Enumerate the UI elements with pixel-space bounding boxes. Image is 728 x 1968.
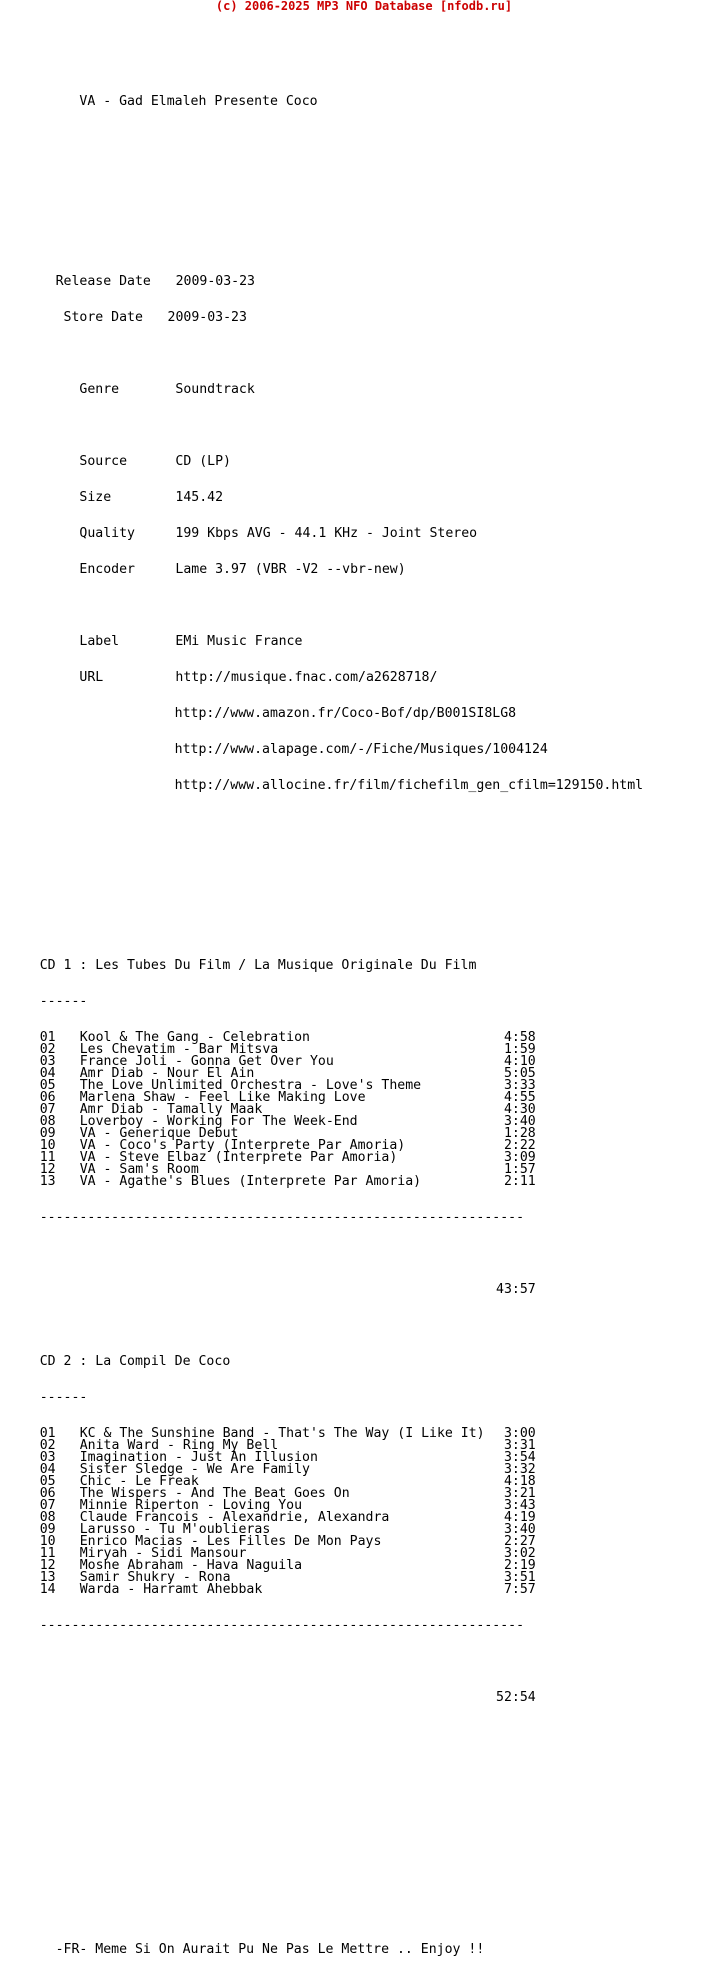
store-date-label: Store Date bbox=[63, 310, 143, 325]
url-link[interactable]: http://www.amazon.fr/Coco-Bof/dp/B001SI8LG8 bbox=[174, 706, 517, 721]
track-number: 12 bbox=[39, 1162, 56, 1177]
track-title: VA - Steve Elbaz (Interprete Par Amoria) bbox=[79, 1150, 398, 1165]
track-title: Anita Ward - Ring My Bell bbox=[79, 1438, 279, 1453]
track-title: Sister Sledge - We Are Family bbox=[79, 1462, 310, 1477]
encoder-row bbox=[0, 564, 643, 576]
track-duration: 4:19 bbox=[503, 1510, 536, 1525]
track-number: 08 bbox=[39, 1114, 56, 1129]
store-date-value: 2009-03-23 bbox=[167, 310, 247, 325]
track-duration: 2:19 bbox=[503, 1558, 536, 1573]
track-title: VA - Agathe's Blues (Interprete Par Amoria) bbox=[79, 1174, 422, 1189]
site-banner: (c) 2006-2025 MP3 NFO Database [nfodb.ru] bbox=[215, 0, 513, 13]
url-row bbox=[0, 708, 643, 720]
size-value: 145.42 bbox=[175, 490, 224, 505]
track-number: 08 bbox=[39, 1510, 56, 1525]
track-title: Moshe Abraham - Hava Naguila bbox=[79, 1558, 303, 1573]
track-duration: 3:00 bbox=[503, 1426, 536, 1441]
track-title: Larusso - Tu M'oublieras bbox=[79, 1522, 271, 1537]
url-row bbox=[0, 672, 643, 684]
quality-label: Quality bbox=[79, 526, 135, 541]
track-duration: 2:22 bbox=[503, 1138, 536, 1153]
track-title: The Love Unlimited Orchestra - Love's Theme bbox=[79, 1078, 422, 1093]
track-number: 06 bbox=[39, 1090, 56, 1105]
track-title: Samir Shukry - Rona bbox=[79, 1570, 231, 1585]
quality-row bbox=[0, 528, 643, 540]
track-duration: 4:58 bbox=[503, 1030, 536, 1045]
track-number: 10 bbox=[39, 1138, 56, 1153]
track-row bbox=[0, 1584, 643, 1596]
label-row bbox=[0, 636, 643, 648]
track-number: 04 bbox=[39, 1462, 56, 1477]
track-title: Kool & The Gang - Celebration bbox=[79, 1030, 310, 1045]
track-number: 05 bbox=[39, 1474, 56, 1489]
track-row bbox=[0, 1176, 643, 1188]
record-label-value: EMi Music France bbox=[175, 634, 303, 649]
track-duration: 3:51 bbox=[503, 1570, 536, 1585]
url-row bbox=[0, 780, 643, 792]
url-label: URL bbox=[79, 670, 104, 685]
track-number: 02 bbox=[39, 1042, 56, 1057]
track-title: Amr Diab - Nour El Ain bbox=[79, 1066, 255, 1081]
release-date-label: Release Date bbox=[55, 274, 151, 289]
release-title: VA - Gad Elmaleh Presente Coco bbox=[79, 94, 318, 109]
track-duration: 3:54 bbox=[503, 1450, 536, 1465]
track-number: 09 bbox=[39, 1522, 56, 1537]
track-duration: 3:21 bbox=[503, 1486, 536, 1501]
track-number: 11 bbox=[39, 1150, 56, 1165]
track-number: 09 bbox=[39, 1126, 56, 1141]
cd2-rule: ------------------------------------------------------------- bbox=[39, 1618, 525, 1633]
size-label: Size bbox=[79, 490, 112, 505]
track-title: Enrico Macias - Les Filles De Mon Pays bbox=[79, 1534, 382, 1549]
source-row bbox=[0, 456, 643, 468]
cd2-tracklist bbox=[0, 1428, 643, 1596]
cd2-total: 52:54 bbox=[496, 1690, 536, 1705]
track-duration: 4:10 bbox=[503, 1054, 536, 1069]
track-title: Minnie Riperton - Loving You bbox=[79, 1498, 303, 1513]
track-duration: 1:57 bbox=[503, 1162, 536, 1177]
track-title: Claude Francois - Alexandrie, Alexandra bbox=[79, 1510, 390, 1525]
size-row bbox=[0, 492, 643, 504]
track-title: VA - Sam's Room bbox=[79, 1162, 199, 1177]
track-title: VA - Coco's Party (Interprete Par Amoria) bbox=[79, 1138, 406, 1153]
track-duration: 4:30 bbox=[503, 1102, 536, 1117]
release-date-value: 2009-03-23 bbox=[175, 274, 255, 289]
track-title: Marlena Shaw - Feel Like Making Love bbox=[79, 1090, 366, 1105]
url-link[interactable]: http://www.allocine.fr/film/fichefilm_gen_cfilm=129150.html bbox=[174, 778, 644, 793]
cd1-underline: ------ bbox=[39, 994, 88, 1009]
track-title: Loverboy - Working For The Week-End bbox=[79, 1114, 358, 1129]
track-duration: 7:57 bbox=[503, 1582, 536, 1597]
track-duration: 3:40 bbox=[503, 1522, 536, 1537]
track-number: 06 bbox=[39, 1486, 56, 1501]
track-number: 01 bbox=[39, 1030, 56, 1045]
track-number: 04 bbox=[39, 1066, 56, 1081]
footer-note: -FR- Meme Si On Aurait Pu Ne Pas Le Mettre .. Enjoy !! bbox=[55, 1942, 485, 1957]
url-link[interactable]: http://www.alapage.com/-/Fiche/Musiques/1004124 bbox=[174, 742, 548, 757]
track-title: Amr Diab - Tamally Maak bbox=[79, 1102, 263, 1117]
track-duration: 4:18 bbox=[503, 1474, 536, 1489]
track-duration: 3:43 bbox=[503, 1498, 536, 1513]
track-title: Chic - Le Freak bbox=[79, 1474, 199, 1489]
track-number: 11 bbox=[39, 1546, 56, 1561]
track-title: KC & The Sunshine Band - That's The Way (I Like It) bbox=[79, 1426, 485, 1441]
cd1-title: CD 1 : Les Tubes Du Film / La Musique Originale Du Film bbox=[39, 958, 477, 973]
cd1-rule: ------------------------------------------------------------- bbox=[39, 1210, 525, 1225]
url-link[interactable]: http://musique.fnac.com/a2628718/ bbox=[175, 670, 438, 685]
track-title: Warda - Harramt Ahebbak bbox=[79, 1582, 263, 1597]
track-duration: 3:32 bbox=[503, 1462, 536, 1477]
track-number: 07 bbox=[39, 1498, 56, 1513]
track-duration: 2:27 bbox=[503, 1534, 536, 1549]
track-duration: 3:31 bbox=[503, 1438, 536, 1453]
track-title: Miryah - Sidi Mansour bbox=[79, 1546, 247, 1561]
cd2-title: CD 2 : La Compil De Coco bbox=[39, 1354, 231, 1369]
genre-value: Soundtrack bbox=[175, 382, 255, 397]
track-duration: 1:59 bbox=[503, 1042, 536, 1057]
track-number: 03 bbox=[39, 1054, 56, 1069]
track-number: 14 bbox=[39, 1582, 56, 1597]
track-number: 01 bbox=[39, 1426, 56, 1441]
track-duration: 3:40 bbox=[503, 1114, 536, 1129]
cd2-underline: ------ bbox=[39, 1390, 88, 1405]
encoder-label: Encoder bbox=[79, 562, 135, 577]
track-title: France Joli - Gonna Get Over You bbox=[79, 1054, 334, 1069]
track-number: 13 bbox=[39, 1570, 56, 1585]
genre-row bbox=[0, 384, 643, 396]
cd1-total: 43:57 bbox=[496, 1282, 536, 1297]
cd1-tracklist bbox=[0, 1032, 643, 1188]
track-duration: 3:33 bbox=[503, 1078, 536, 1093]
store-date-row bbox=[0, 312, 643, 324]
encoder-value: Lame 3.97 (VBR -V2 --vbr-new) bbox=[175, 562, 406, 577]
genre-label: Genre bbox=[79, 382, 120, 397]
track-duration: 3:09 bbox=[503, 1150, 536, 1165]
track-duration: 2:11 bbox=[503, 1174, 536, 1189]
track-number: 12 bbox=[39, 1558, 56, 1573]
track-number: 10 bbox=[39, 1534, 56, 1549]
source-value: CD (LP) bbox=[175, 454, 231, 469]
url-row bbox=[0, 744, 643, 756]
track-title: VA - Generique Debut bbox=[79, 1126, 239, 1141]
quality-value: 199 Kbps AVG - 44.1 KHz - Joint Stereo bbox=[175, 526, 478, 541]
source-label: Source bbox=[79, 454, 128, 469]
track-duration: 4:55 bbox=[503, 1090, 536, 1105]
release-date-row bbox=[0, 276, 643, 288]
record-label-label: Label bbox=[79, 634, 120, 649]
track-number: 13 bbox=[39, 1174, 56, 1189]
track-number: 03 bbox=[39, 1450, 56, 1465]
track-number: 05 bbox=[39, 1078, 56, 1093]
track-duration: 1:28 bbox=[503, 1126, 536, 1141]
track-title: Les Chevatim - Bar Mitsva bbox=[79, 1042, 279, 1057]
track-title: Imagination - Just An Illusion bbox=[79, 1450, 318, 1465]
track-number: 07 bbox=[39, 1102, 56, 1117]
track-duration: 5:05 bbox=[503, 1066, 536, 1081]
track-duration: 3:02 bbox=[503, 1546, 536, 1561]
track-number: 02 bbox=[39, 1438, 56, 1453]
track-title: The Wispers - And The Beat Goes On bbox=[79, 1486, 350, 1501]
